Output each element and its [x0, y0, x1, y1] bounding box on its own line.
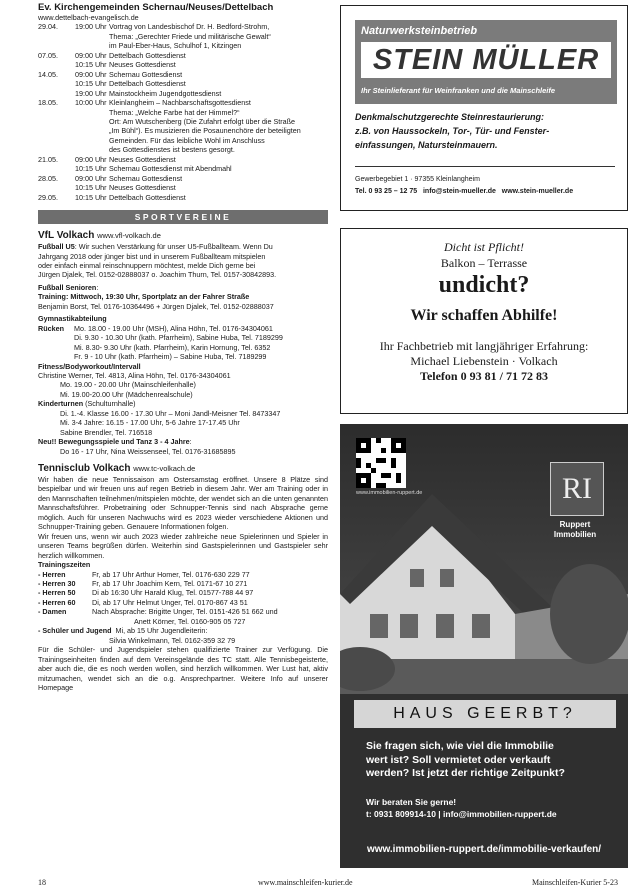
training-team: - Herren 50: [38, 588, 76, 598]
kinder-label: Kinderturnen: [38, 399, 84, 409]
church-schedule-2: [38, 155, 328, 202]
neu-label: Neu!! Bewegungsspiele und Tanz 3 - 4 Jahre: [38, 437, 190, 447]
schedule-time: 10:15 Uhr: [75, 192, 107, 202]
ad-roof-line-5: Ihr Fachbetrieb mit langjähriger Erfahrung:: [379, 339, 589, 353]
schedule-time: 09:00 Uhr: [75, 69, 107, 79]
schedule-date: 21.05.: [38, 154, 58, 164]
ruppert-name-line: Ruppert: [559, 520, 591, 529]
schueler-label: - Schüler und Jugend: [38, 626, 112, 636]
ruppert-url[interactable]: www.immobilien-ruppert.de/immobilie-verkaufen/: [366, 844, 602, 855]
church-url[interactable]: www.dettelbach-evangelisch.de: [38, 13, 139, 22]
schueler-line: Mi, ab 15 Uhr Jugendleiterin:: [115, 626, 208, 636]
training-list: [38, 570, 328, 617]
ruppert-question-line: Sie fragen sich, wie viel die Immobilie: [366, 740, 554, 752]
ad-stein-mueller: [340, 5, 628, 211]
ad-stein-body-line: Denkmalschutzgerechte Steinrestaurierung:: [355, 112, 545, 122]
ad-stein-subline: Ihr Steinlieferant für Weinfranken und die Mainschleife: [361, 86, 556, 95]
schedule-event: Neuses Gottesdienst: [109, 60, 176, 70]
ruppert-name: [540, 520, 610, 540]
fitness-line: Mo. 19.00 - 20.00 Uhr (Mainschleifenhalle): [60, 380, 196, 390]
ruppert-question: [366, 740, 616, 781]
schedule-event: Dettelbach Gottesdienst: [109, 50, 186, 60]
schedule-event: Thema: „Gerechter Friede und militärische Gewalt“: [109, 31, 271, 41]
training-team: - Herren 60: [38, 597, 76, 607]
ad-stein-header: [355, 20, 617, 104]
neu-colon: :: [189, 437, 192, 447]
ad-stein-tel: Tel. 0 93 25 – 12 75: [355, 188, 418, 195]
senioren-label: Fußball Senioren: [38, 282, 97, 292]
ad-stein-logo: STEIN MÜLLER: [361, 42, 611, 78]
schedule-date: 14.05.: [38, 69, 58, 79]
schedule-event: Schernau Gottesdienst: [109, 173, 183, 183]
tennis-url[interactable]: www.tc-volkach.de: [133, 464, 196, 474]
tennis-heading: [38, 463, 328, 475]
schedule-note-cont: [38, 136, 328, 155]
u5-line-3: oder einfach einmal reinschnuppern möchtest, melde Dich gerne bei: [38, 260, 256, 270]
ad-roof-line-6: Michael Liebenstein · Volkach: [410, 354, 558, 368]
training-row: [38, 570, 328, 579]
ad-stein-body: [355, 110, 623, 152]
page-number: 18: [38, 878, 46, 887]
schedule-date: [38, 108, 75, 117]
ruppert-question-line: wert ist? Soll vermietet oder verkauft: [366, 753, 551, 766]
ad-stein-top: Naturwerksteinbetrieb: [361, 25, 478, 37]
schedule-time: 10:15 Uhr: [75, 183, 107, 193]
fitness-contact: Christine Werner, Tel. 4813, Alina Höhn, Tel. 0176-34304061: [38, 370, 231, 380]
schedule-event: Neuses Gottesdienst: [109, 183, 176, 193]
ruecken-block: [38, 324, 328, 362]
u5-line-4: Jürgen Djalek, Tel. 0152-02888037 o. Joachim Thurn, Tel. 0157-30842893.: [38, 270, 277, 280]
schedule-event: Neuses Gottesdienst: [109, 154, 176, 164]
church-schedule: [38, 22, 328, 117]
training-time: Nach Absprache: Brigitte Unger, Tel. 0151-426 51 662 und: [92, 607, 278, 617]
ruecken-label: Rücken: [38, 323, 64, 333]
ad-stein-web[interactable]: www.stein-mueller.de: [501, 188, 574, 195]
footer-issue: Mainschleifen-Kurier 5-23: [532, 878, 618, 887]
vfl-title: VfL Volkach: [38, 230, 95, 242]
schedule-date: [38, 89, 75, 98]
schueler-line-2: Silvia Winkelmann, Tel. 0162-359 32 79: [109, 635, 236, 645]
ad-roof-line-4: Wir schaffen Abhilfe!: [410, 307, 558, 324]
neu-heading: [38, 437, 328, 446]
schedule-date: [38, 60, 75, 69]
ad-stein-mail[interactable]: info@stein-mueller.de: [422, 188, 496, 195]
schedule-event: Kleinlangheim – Nachbarschaftsgottesdienst: [109, 98, 251, 108]
ruecken-list: [74, 324, 328, 362]
schedule-event: Vortrag von Landesbischof Dr. H. Bedford-Strohm,: [109, 22, 270, 32]
training-row: [38, 598, 328, 607]
schedule-time: 10:00 Uhr: [75, 98, 107, 108]
ad-roof-phone: Telefon 0 93 81 / 71 72 83: [420, 369, 548, 383]
schedule-time: 09:00 Uhr: [75, 154, 107, 164]
fitness-line: Mi. 19.00-20.00 Uhr (Mädchenrealschule): [60, 389, 193, 399]
ruecken-item: Fr. 9 - 10 Uhr (kath. Pfarrheim) – Sabine Huba, Tel. 7189299: [74, 352, 267, 362]
schedule-note-line: Gemeinden. Für das leibliche Wohl im Anschluss: [109, 135, 265, 145]
ruecken-item: Mi. 8.30- 9.30 Uhr (kath. Pfarrheim), Karin Hornung, Tel. 6352: [74, 342, 271, 352]
ad-stein-body-line: z.B. von Haussockeln, Tor-, Tür- und Fenster-: [355, 126, 550, 136]
haus-geerbt-banner: HAUS GEERBT?: [354, 700, 616, 728]
schedule-event: Schernau Gottesdienst mit Abendmahl: [109, 164, 232, 174]
ruppert-advice: [366, 796, 557, 820]
u5-line-1: [38, 242, 328, 251]
ruppert-question-line: werden? Ist jetzt der richtige Zeitpunkt?: [366, 767, 565, 779]
schedule-time: 10:15 Uhr: [75, 79, 107, 89]
gym-label: Gymnastikabteilung: [38, 314, 107, 324]
kinder-line: Di. 1.-4. Klasse 16.00 - 17.30 Uhr – Moni Jandl-Meisner Tel. 8473347: [60, 408, 281, 418]
schedule-note-line: „Im Bühl“). Es musizieren die Posaunenchöre der beteiligten: [109, 126, 301, 136]
schedule-note: [38, 117, 328, 136]
sport-banner: SPORTVEREINE: [38, 210, 328, 224]
kinder-heading: [38, 399, 328, 408]
neu-line: Do 16 - 17 Uhr, Nina Weissenseel, Tel. 0176-31685895: [60, 446, 236, 456]
tennis-title: Tennisclub Volkach: [38, 463, 131, 475]
ad-liebenstein: [340, 228, 628, 414]
kinder-line: Mi. 3-4 Jahre: 16.15 - 17.00 Uhr, 5-6 Jahre 17-17.45 Uhr: [60, 418, 240, 428]
training-time: Fr, ab 17 Uhr Arthur Homer, Tel. 0176-630 229 77: [92, 569, 250, 579]
schedule-date: 07.05.: [38, 50, 58, 60]
training-label: Trainingszeiten: [38, 560, 91, 570]
ruecken-item: Di. 9.30 - 10.30 Uhr (kath. Pfarrheim), Sabine Huba, Tel. 7189299: [74, 333, 283, 343]
left-column: [38, 2, 328, 692]
qr-label: www.immobilien-ruppert.de: [356, 490, 423, 496]
training-row: [38, 607, 328, 616]
ad-stein-body-line: einfassungen, Natursteinmauern.: [355, 140, 498, 150]
training-team: - Herren: [38, 569, 66, 579]
fitness-label: Fitness/Bodyworkout/Intervall: [38, 361, 141, 371]
tennis-paragraph-3: Für die Schüler- und Jugendspieler stehen qualifizierte Trainer zur Verfügung. Die Trainingseinheiten finden auf dem Vereinsgelände des TC statt. Alle Tennisbegeisterte, aber auch die, die es noch werden wollen, sind herzlich willkommen. Wer Lust hat, aktiv mitzumachen, wendet sich an die o.g. Ansprechpartner. Weitere Info auf unserer Homepage: [38, 645, 328, 692]
schedule-event: Schernau Gottesdienst: [109, 69, 183, 79]
ad-roof-line-3: undicht?: [438, 272, 530, 298]
schedule-note-line: Ort: Am Wutschenberg (Die Zufahrt erfolgt über die Straße: [109, 116, 296, 126]
schedule-date: 28.05.: [38, 173, 58, 183]
qr-code[interactable]: [356, 438, 406, 488]
schedule-event: Dettelbach Gottesdienst: [109, 79, 186, 89]
schedule-event: Dettelbach Gottesdienst: [109, 192, 186, 202]
ruecken-item: Mo. 18.00 - 19.00 Uhr (MSH), Alina Höhn, Tel. 0176-34304061: [74, 323, 273, 333]
schedule-date: [38, 32, 75, 41]
schedule-time: 10:15 Uhr: [75, 164, 107, 174]
vfl-heading: [38, 230, 328, 242]
schedule-time: 09:00 Uhr: [75, 50, 107, 60]
schedule-date: [38, 41, 75, 50]
training-time: Di ab 16:30 Uhr Harald Klug, Tel. 01577-788 44 97: [92, 588, 254, 598]
schedule-event: Thema: „Welche Farbe hat der Himmel?“: [109, 107, 240, 117]
ruppert-advice-line: Wir beraten Sie gerne!: [366, 797, 457, 807]
schedule-time: 19:00 Uhr: [75, 88, 107, 98]
kinder-place: (Schulturnhalle): [83, 399, 136, 409]
footer-url[interactable]: www.mainschleifen-kurier.de: [258, 878, 353, 887]
ad-stein-address: Gewerbegebiet 1 · 97355 Kleinlangheim: [355, 176, 480, 183]
u5-line-2: Jahrgang 2018 oder jünger bist und in unserem Fußballteam mitspielen: [38, 251, 266, 261]
schedule-date: 18.05.: [38, 98, 58, 108]
tennis-paragraph-2: Wir freuen uns, wenn wir auch 2023 wieder zahlreiche neue Spielerinnen und Spieler in unseren Teams begrüßen dürfen. Weiterhin sind Gastspielerinnen und Gastspieler sehr herzlich willkommen.: [38, 531, 328, 560]
church-title: Ev. Kirchengemeinden Schernau/Neuses/Dettelbach: [38, 2, 274, 13]
ad-roof-line-1: Dicht ist Pflicht!: [444, 240, 524, 254]
ruppert-contact: t: 0931 809914-10 | info@immobilien-ruppert.de: [366, 809, 557, 819]
damen-line-2: Anett Körner, Tel. 0160-905 05 727: [134, 616, 246, 626]
training-row: [38, 579, 328, 588]
u5-label: Fußball U5: [38, 242, 75, 252]
schedule-date: [38, 164, 75, 173]
schedule-time: 10:15 Uhr: [75, 60, 107, 70]
training-row: [38, 588, 328, 597]
schedule-date: [38, 183, 75, 192]
ruppert-logo: RI: [550, 462, 604, 516]
senioren-colon: :: [96, 282, 99, 292]
schedule-time: [75, 41, 109, 50]
schedule-date: 29.04.: [38, 22, 58, 32]
senioren-training: Training: Mittwoch, 19:30 Uhr, Sportplatz an der Fahrer Straße: [38, 292, 250, 302]
ruppert-name-line: Immobilien: [553, 530, 597, 539]
schedule-time: 09:00 Uhr: [75, 173, 107, 183]
tennis-paragraph-1: Wir haben die neue Tennissaison am Ostersamstag eröffnet. Unsere 8 Plätze sind bespielbar und wir freuen uns auf regen Betrieb in diesem Jahr. Wer am Training oder in den Mannschaften teilnehmen/mitspielen möchte, der wendet sich an die unten genannten Mannschaftsführer. Probetraining oder Schnupper-Tennis sind nach Absprache gerne möglich. Auch für unseren Nachwuchs wird es 2023 wieder verschiedene Aktionen und Schnupper-Training geben. Genauere Informationen folgen.: [38, 475, 328, 532]
schedule-date: 29.05.: [38, 192, 58, 202]
schedule-event: im Paul-Eber-Haus, Schulhof 1, Kitzingen: [109, 41, 242, 51]
schedule-date: [38, 79, 75, 88]
training-time: Di, ab 17 Uhr Helmut Unger, Tel. 0170-867 43 51: [92, 597, 248, 607]
senioren-heading: [38, 283, 328, 292]
kinder-line: Sabine Brendler, Tel. 716518: [60, 427, 153, 437]
vfl-url[interactable]: www.vfl-volkach.de: [97, 231, 161, 241]
divider: [355, 166, 615, 167]
ad-roof-line-2: Balkon – Terrasse: [440, 256, 528, 270]
schedule-time: [75, 32, 109, 41]
schedule-time: [75, 108, 109, 117]
training-time: Fr, ab 17 Uhr Joachim Kern, Tel. 0171-67 10 271: [92, 579, 248, 589]
training-team: - Herren 30: [38, 579, 76, 589]
schedule-event: Mainstockheim Jugendgottesdienst: [109, 88, 222, 98]
schedule-time: 19:00 Uhr: [75, 22, 107, 32]
ad-ruppert: [340, 424, 628, 868]
schueler-row: [38, 626, 328, 635]
senioren-contact: Benjamin Borst, Tel. 0176-10364496 + Jürgen Djalek, Tel. 0152-02888037: [38, 301, 274, 311]
ad-stein-contact: [355, 188, 573, 195]
u5-text: : Wir suchen Verstärkung für unser U5-Fußballteam. Wenn Du: [74, 242, 273, 252]
training-team: - Damen: [38, 607, 67, 617]
schedule-note-line: des Gottesdienstes ist bestens gesorgt.: [109, 145, 235, 155]
